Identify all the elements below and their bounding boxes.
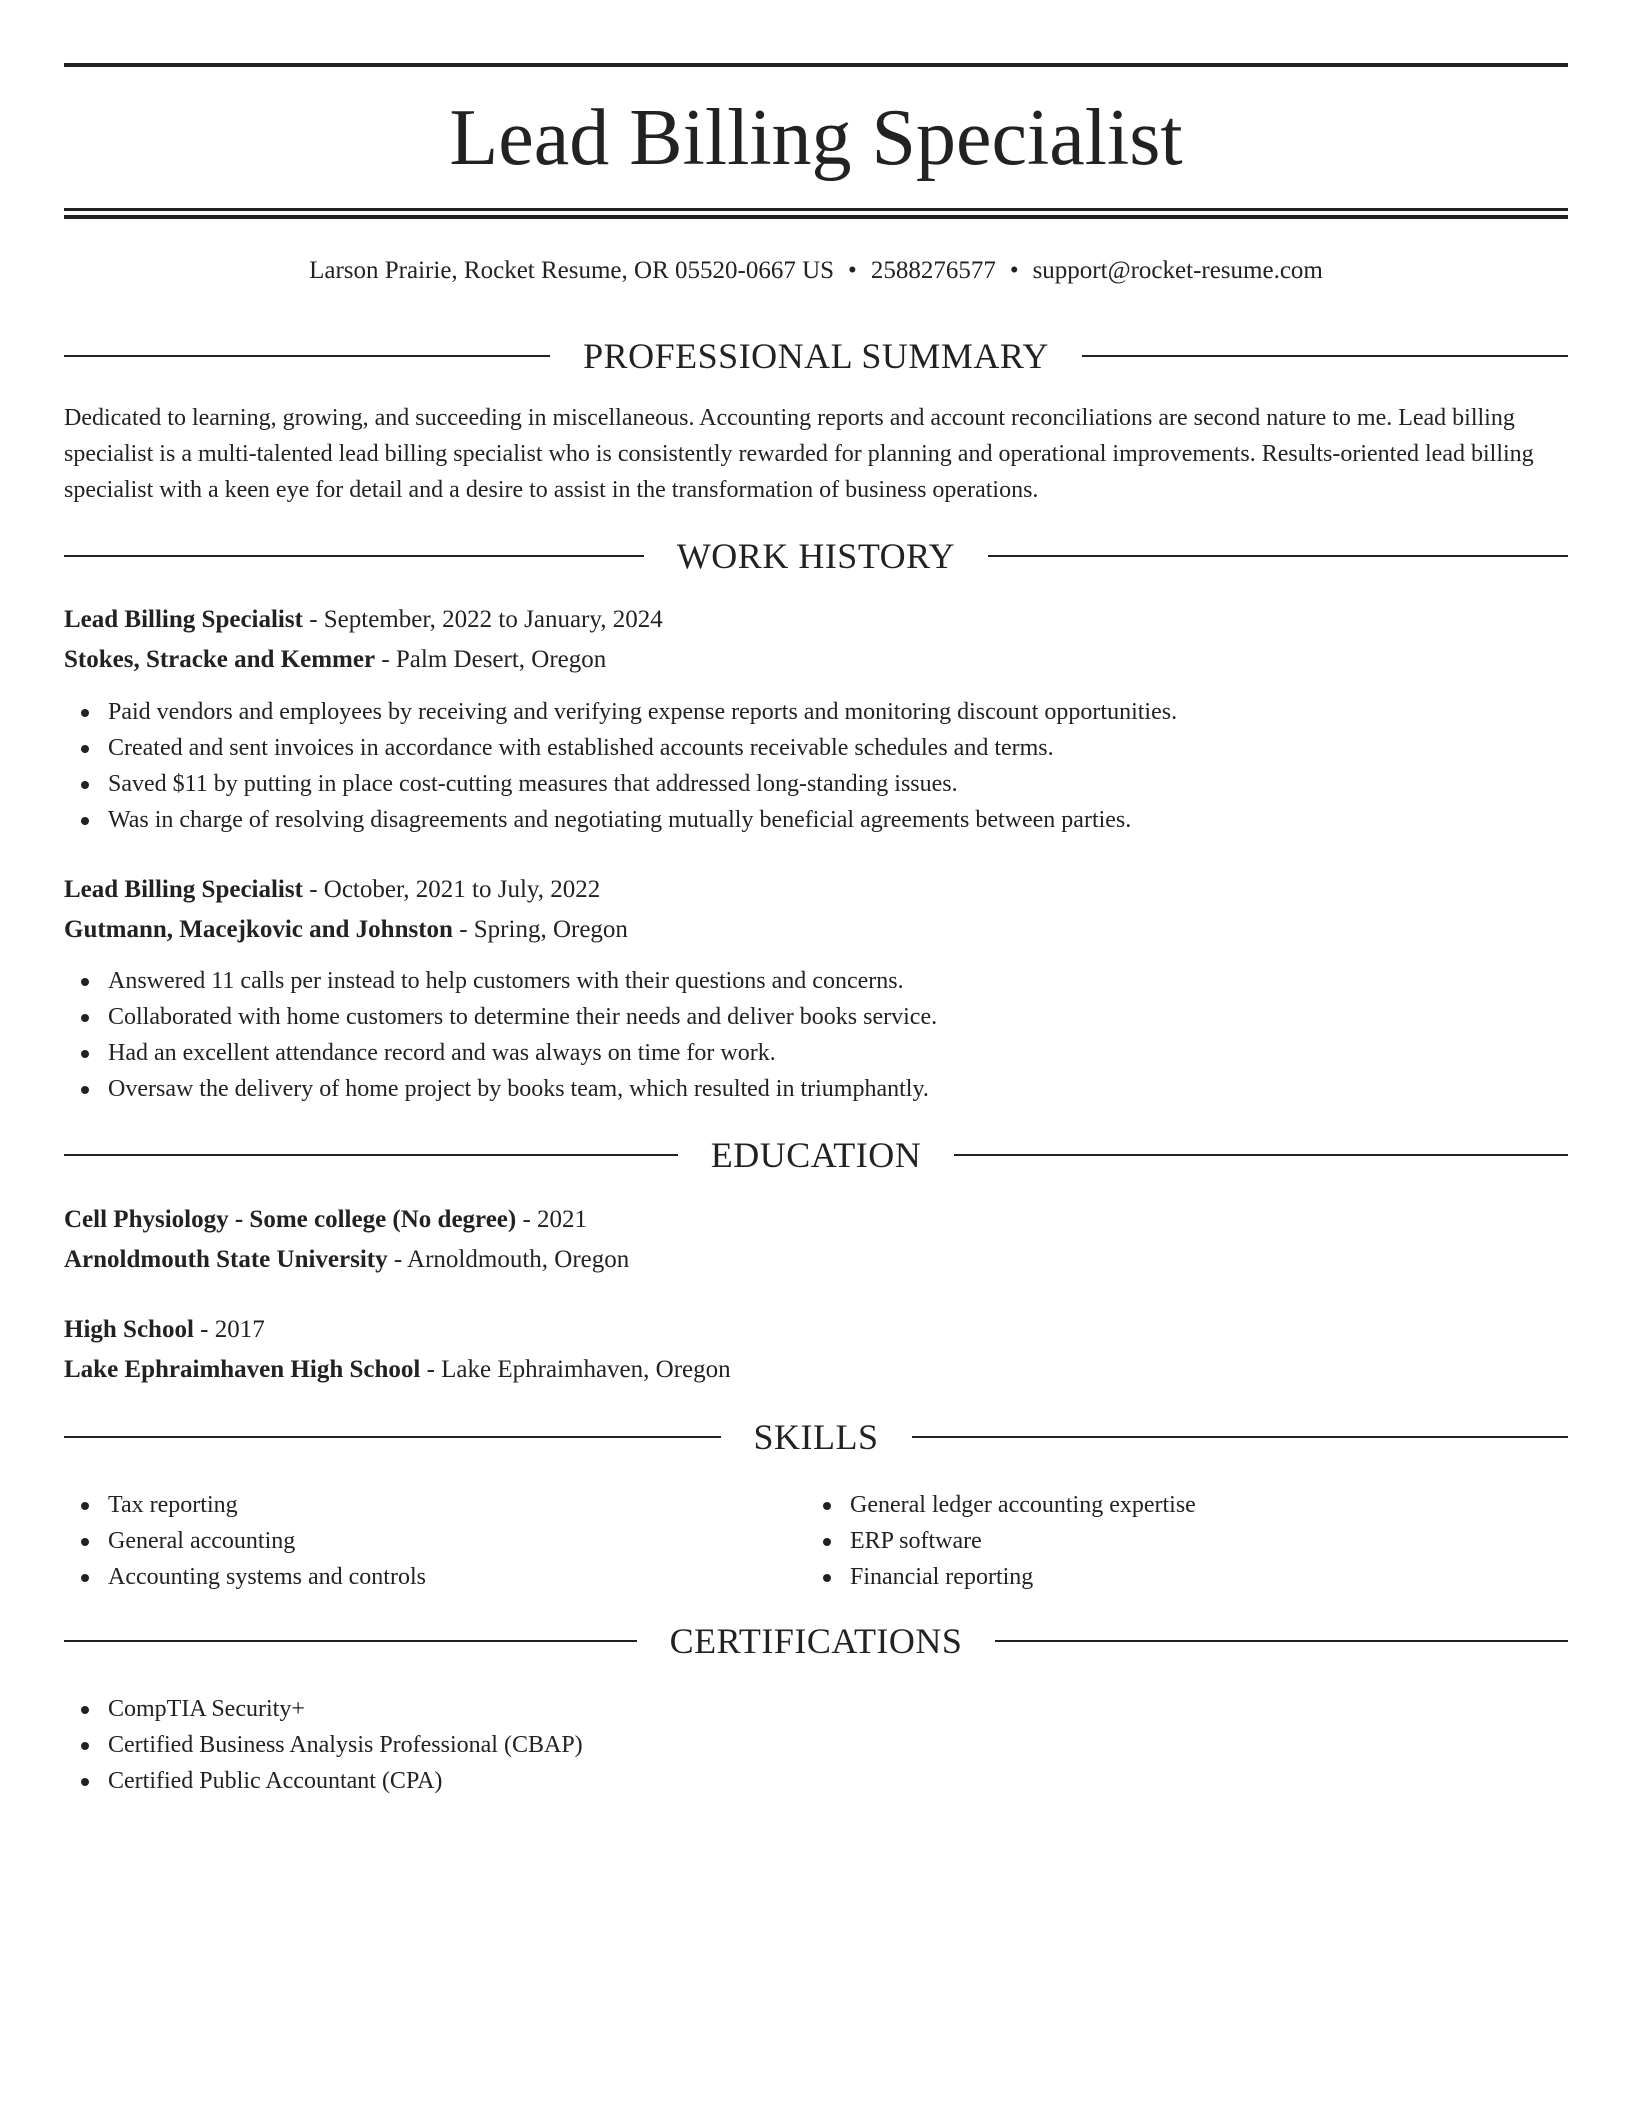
section-heading-certifications	[64, 1619, 1568, 1663]
list-item: Was in charge of resolving disagreements and negotiating mutually beneficial agreements between parties.	[64, 802, 1568, 838]
list-item: Saved $11 by putting in place cost-cutting measures that addressed long-standing issues.	[64, 766, 1568, 802]
double-rule	[64, 208, 1568, 219]
contact-separator: •	[848, 257, 857, 284]
heading-rule	[64, 1436, 721, 1438]
school-row	[64, 1240, 1568, 1280]
job-bullets	[64, 694, 1568, 838]
list-item: Answered 11 calls per instead to help customers with their questions and concerns.	[64, 963, 1568, 999]
heading-rule	[64, 1154, 678, 1156]
list-item: General ledger accounting expertise	[806, 1487, 1566, 1523]
degree-name: High School	[64, 1316, 194, 1343]
list-item: CompTIA Security+	[64, 1691, 1568, 1727]
school-name: Arnoldmouth State University	[64, 1246, 388, 1273]
section-heading-summary	[64, 334, 1568, 378]
job-title-row	[64, 870, 1568, 910]
job-bullets	[64, 963, 1568, 1107]
job-title-row	[64, 600, 1568, 640]
degree-name: Cell Physiology - Some college (No degree)	[64, 1206, 517, 1233]
section-title: WORK HISTORY	[676, 536, 956, 576]
contact-phone: 2588276577	[870, 257, 996, 284]
list-item: Accounting systems and controls	[64, 1559, 764, 1595]
job-location: - Spring, Oregon	[452, 916, 628, 943]
skills-list-right	[806, 1487, 1566, 1595]
job-company: Stokes, Stracke and Kemmer	[64, 646, 376, 673]
job-company-row	[64, 640, 1568, 680]
section-heading-work-history	[64, 534, 1568, 578]
education-entry	[64, 1310, 1568, 1390]
job-dates: - October, 2021 to July, 2022	[302, 876, 601, 903]
top-rule	[64, 63, 1568, 67]
heading-rule	[64, 1640, 637, 1642]
section-heading-skills	[64, 1415, 1568, 1459]
school-location: - Arnoldmouth, Oregon	[387, 1246, 630, 1273]
section-title: EDUCATION	[710, 1135, 922, 1175]
skills-list-left	[64, 1487, 764, 1595]
heading-rule	[64, 555, 644, 557]
section-title: CERTIFICATIONS	[669, 1621, 963, 1661]
job-company-row	[64, 910, 1568, 950]
list-item: Certified Public Accountant (CPA)	[64, 1763, 1568, 1799]
degree-year: - 2017	[193, 1316, 265, 1343]
list-item: Created and sent invoices in accordance with established accounts receivable schedules and terms.	[64, 730, 1568, 766]
heading-rule	[988, 555, 1568, 557]
list-item: ERP software	[806, 1523, 1566, 1559]
job-title: Lead Billing Specialist	[64, 876, 303, 903]
job-dates: - September, 2022 to January, 2024	[302, 606, 663, 633]
section-title: PROFESSIONAL SUMMARY	[583, 336, 1049, 376]
degree-row	[64, 1200, 1568, 1240]
contact-email: support@rocket-resume.com	[1032, 257, 1323, 284]
list-item: Paid vendors and employees by receiving and verifying expense reports and monitoring discount opportunities.	[64, 694, 1568, 730]
list-item: Collaborated with home customers to determine their needs and deliver books service.	[64, 999, 1568, 1035]
job-location: - Palm Desert, Oregon	[375, 646, 607, 673]
job-entry	[64, 870, 1568, 950]
section-heading-education	[64, 1133, 1568, 1177]
job-title: Lead Billing Specialist	[64, 606, 303, 633]
resume-title: Lead Billing Specialist	[449, 94, 1183, 182]
certifications-list	[64, 1691, 1568, 1799]
resume-page	[64, 0, 1568, 2112]
degree-year: - 2021	[516, 1206, 588, 1233]
school-row	[64, 1350, 1568, 1390]
contact-separator: •	[1009, 257, 1019, 284]
heading-rule	[995, 1640, 1568, 1642]
school-location: - Lake Ephraimhaven, Oregon	[420, 1356, 731, 1383]
list-item: Tax reporting	[64, 1487, 764, 1523]
list-item: General accounting	[64, 1523, 764, 1559]
heading-rule	[64, 355, 550, 357]
list-item: Certified Business Analysis Professional (CBAP)	[64, 1727, 1568, 1763]
job-entry	[64, 600, 1568, 680]
contact-line	[64, 255, 1568, 287]
heading-rule	[1082, 355, 1568, 357]
list-item: Oversaw the delivery of home project by books team, which resulted in triumphantly.	[64, 1071, 1568, 1107]
summary-text: Dedicated to learning, growing, and succeeding in miscellaneous. Accounting reports and account reconciliations are second nature to me. Lead billing specialist is a multi-talented lead billing specialist who is consistently rewarded for planning and operational improvements. Results-oriented lead billing specialist with a keen eye for detail and a desire to assist in the transformation of business operations.	[64, 405, 1534, 503]
list-item: Financial reporting	[806, 1559, 1566, 1595]
contact-address: Larson Prairie, Rocket Resume, OR 05520-0667 US	[309, 257, 835, 284]
education-entry	[64, 1200, 1568, 1280]
degree-row	[64, 1310, 1568, 1350]
heading-rule	[954, 1154, 1568, 1156]
section-title: SKILLS	[753, 1417, 879, 1457]
list-item: Had an excellent attendance record and was always on time for work.	[64, 1035, 1568, 1071]
job-company: Gutmann, Macejkovic and Johnston	[64, 916, 453, 943]
heading-rule	[912, 1436, 1569, 1438]
school-name: Lake Ephraimhaven High School	[64, 1356, 421, 1383]
